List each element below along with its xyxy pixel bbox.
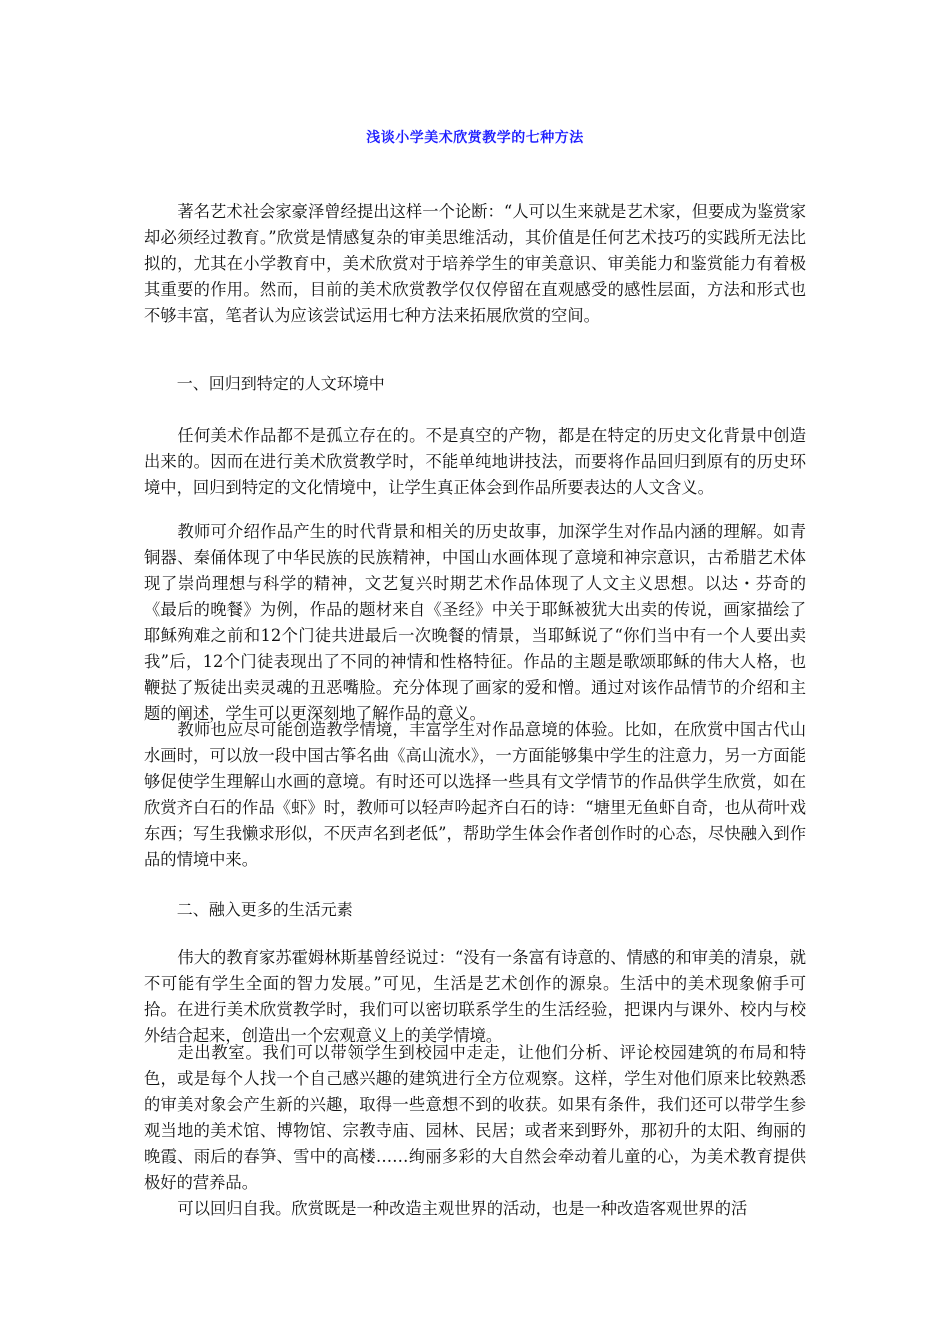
section-2-paragraph-2: 走出教室。我们可以带领学生到校园中走走，让他们分析、评论校园建筑的布局和特色，或是每个人找一个自己感兴趣的建筑进行全方位观察。这样，学生对他们原来比较熟悉的审美对象会产生新的兴趣，取得一些意想不到的收获。如果有条件，我们还可以带学生参观当地的美术馆、博物馆、宗教寺庙、园林、民居；或者来到野外，那初升的太阳、绚丽的晚霞、雨后的春笋、雪中的高楼……绚丽多彩的大自然会牵动着儿童的心，为美术教育提供极好的营养品。 (144, 1043, 806, 1192)
section-1-heading: 一、回归到特定的人文环境中 (176, 374, 385, 393)
document-title: 浅谈小学美术欣赏教学的七种方法 (366, 130, 584, 146)
intro-paragraph: 著名艺术社会家豪泽曾经提出这样一个论断：“人可以生来就是艺术家，但要成为鉴赏家却必须经过教育。”欣赏是情感复杂的审美思维活动，其价值是任何艺术技巧的实践所无法比拟的，尤其在小学教育中，美术欣赏对于培养学生的审美意识、审美能力和鉴赏能力有着极其重要的作用。然而，目前的美术欣赏教学仅仅停留在直观感受的感性层面，方法和形式也不够丰富，笔者认为应该尝试运用七种方法来拓展欣赏的空间。 (144, 202, 806, 325)
section-2-paragraph-1: 伟大的教育家苏霍姆林斯基曾经说过：“没有一条富有诗意的、情感的和审美的清泉，就不可能有学生全面的智力发展。”可见，生活是艺术创作的源泉。生活中的美术现象俯手可拾。在进行美术欣赏教学时，我们可以密切联系学生的生活经验，把课内与课外、校内与校外结合起来，创造出一个宏观意义上的美学情境。 (144, 948, 806, 1045)
section-2-heading: 二、融入更多的生活元素 (176, 900, 353, 919)
section-1-paragraph-2: 教师可介绍作品产生的时代背景和相关的历史故事，加深学生对作品内涵的理解。如青铜器、秦俑体现了中华民族的民族精神，中国山水画体现了意境和神宗意识，古希腊艺术体现了崇尚理想与科学的精神，文艺复兴时期艺术作品体现了人文主义思想。以达・芬奇的《最后的晚餐》为例，作品的题材来自《圣经》中关于耶稣被犹大出卖的传说，画家描绘了耶稣殉难之前和12个门徒共进最后一次晚餐的情景，当耶稣说了“你们当中有一个人要出卖我”后，12个门徒表现出了不同的神情和性格特征。作品的主题是歌颂耶稣的伟大人格，也鞭挞了叛徒出卖灵魂的丑恶嘴脸。充分体现了画家的爱和憎。通过对该作品情节的介绍和主题的阐述，学生可以更深刻地了解作品的意义。 (144, 522, 806, 723)
section-2-paragraph-3: 可以回归自我。欣赏既是一种改造主观世界的活动，也是一种改造客观世界的活 (177, 1199, 748, 1218)
section-1-paragraph-1: 任何美术作品都不是孤立存在的。不是真空的产物，都是在特定的历史文化背景中创造出来的。因而在进行美术欣赏教学时，不能单纯地讲技法，而要将作品回归到原有的历史环境中，回归到特定的文化情境中，让学生真正体会到作品所要表达的人文含义。 (144, 426, 806, 497)
section-1-paragraph-3: 教师也应尽可能创造教学情境，丰富学生对作品意境的体验。比如，在欣赏中国古代山水画时，可以放一段中国古筝名曲《高山流水》，一方面能够集中学生的注意力，另一方面能够促使学生理解山水画的意境。有时还可以选择一些具有文学情节的作品供学生欣赏，如在欣赏齐白石的作品《虾》时，教师可以轻声吟起齐白石的诗：“塘里无鱼虾自奇，也从荷叶戏东西；写生我懒求形似，不厌声名到老低”，帮助学生体会作者创作时的心态，尽快融入到作品的情境中来。 (144, 720, 806, 869)
